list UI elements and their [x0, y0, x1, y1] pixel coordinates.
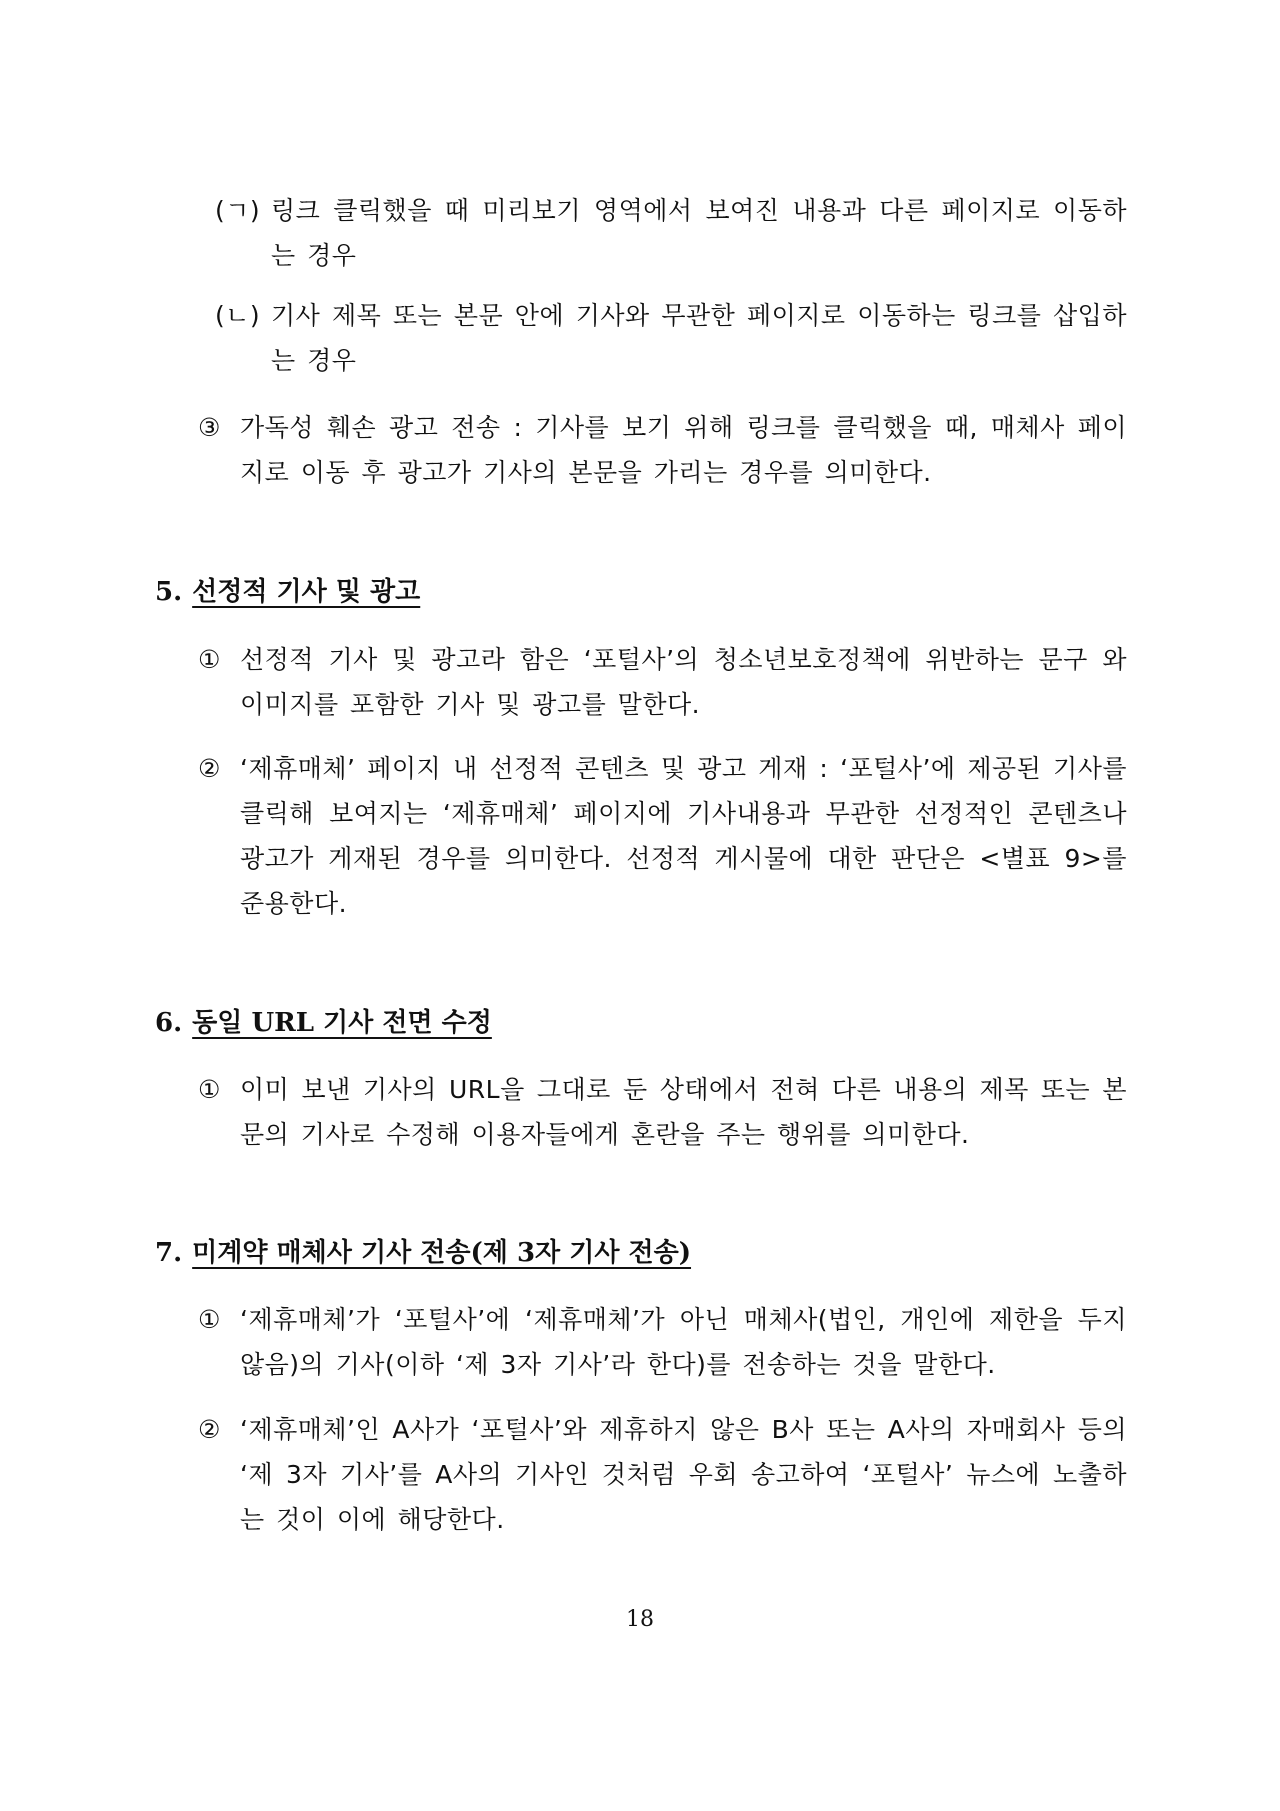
sub-item-text: 기사 제목 또는 본문 안에 기사와 무관한 페이지로 이동하는 링크를 삽입하는 경우 [271, 301, 1127, 375]
list-item-marker: ① [198, 1075, 221, 1104]
list-item-marker: ③ [198, 413, 221, 442]
page-number: 18 [626, 1607, 654, 1632]
list-item-marker: ① [198, 645, 221, 674]
list-item [198, 405, 1127, 495]
list-item-text: 이미 보낸 기사의 URL을 그대로 둔 상태에서 전혀 다른 내용의 제목 또는 본문의 기사로 수정해 이용자들에게 혼란을 주는 행위를 의미한다. [240, 1075, 1127, 1149]
list-item [198, 637, 1127, 727]
list-item-marker: ② [198, 754, 221, 783]
list-item [198, 746, 1127, 926]
section-heading [155, 1003, 492, 1043]
sub-item-a [215, 188, 1127, 278]
sub-item-marker: (ㄱ) [215, 196, 261, 225]
section-heading [155, 572, 420, 612]
section-title: 선정적 기사 및 광고 [192, 577, 421, 607]
list-item-text: ‘제휴매체’가 ‘포털사’에 ‘제휴매체’가 아닌 매체사(법인, 개인에 제한을 두지 않음)의 기사(이하 ‘제 3자 기사’라 한다)를 전송하는 것을 말한다. [240, 1305, 1127, 1379]
list-item-marker: ① [198, 1305, 221, 1334]
list-item [198, 1407, 1127, 1542]
list-item [198, 1297, 1127, 1387]
sub-item-marker: (ㄴ) [215, 301, 261, 330]
list-item-text: 선정적 기사 및 광고라 함은 ‘포털사’의 청소년보호정책에 위반하는 문구 와 이미지를 포함한 기사 및 광고를 말한다. [240, 645, 1127, 719]
section-heading [155, 1233, 691, 1273]
section-number: 5. [155, 577, 183, 607]
list-item-marker: ② [198, 1415, 221, 1444]
list-item [198, 1067, 1127, 1157]
list-item-text: ‘제휴매체’ 페이지 내 선정적 콘텐츠 및 광고 게재 : ‘포털사’에 제공된 기사를 클릭해 보여지는 ‘제휴매체’ 페이지에 기사내용과 무관한 선정적인 콘텐츠나 광고가 게재된 경우를 의미한다. 선정적 게시물에 대한 판단은 <별표 9>를 준용한다. [240, 754, 1127, 918]
section-title: 동일 URL 기사 전면 수정 [192, 1008, 492, 1038]
section-title: 미계약 매체사 기사 전송(제 3자 기사 전송) [192, 1238, 692, 1268]
section-number: 7. [155, 1238, 183, 1268]
sub-item-b [215, 293, 1127, 383]
list-item-text: 가독성 훼손 광고 전송 : 기사를 보기 위해 링크를 클릭했을 때, 매체사 페이지로 이동 후 광고가 기사의 본문을 가리는 경우를 의미한다. [240, 413, 1127, 487]
list-item-text: ‘제휴매체’인 A사가 ‘포털사’와 제휴하지 않은 B사 또는 A사의 자매회사 등의 ‘제 3자 기사’를 A사의 기사인 것처럼 우회 송고하여 ‘포털사’ 뉴스에 노출하는 것이 이에 해당한다. [240, 1415, 1127, 1534]
section-number: 6. [155, 1008, 183, 1038]
sub-item-text: 링크 클릭했을 때 미리보기 영역에서 보여진 내용과 다른 페이지로 이동하는 경우 [271, 196, 1127, 270]
